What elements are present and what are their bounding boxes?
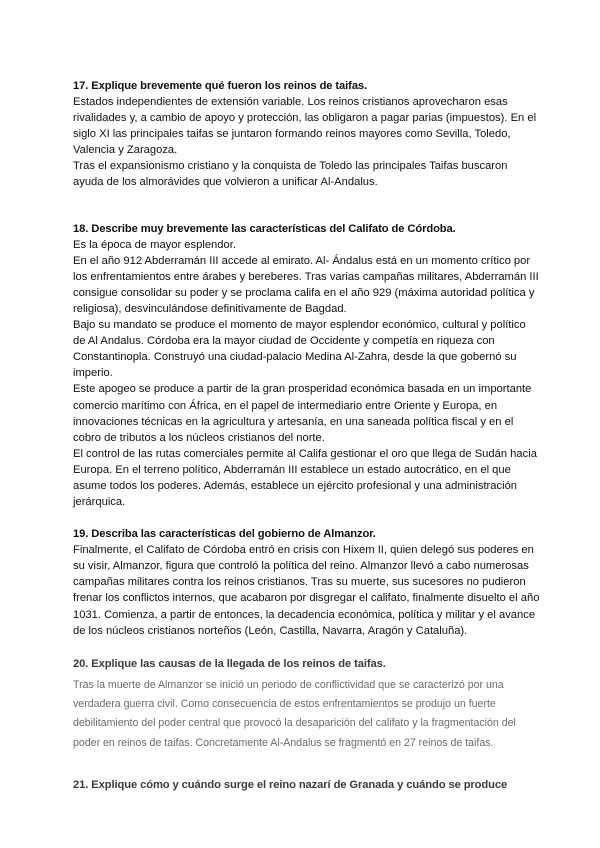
question-18-paragraph-4: Este apogeo se produce a partir de la gran prosperidad económica basada en un importante comercio marítimo con África, en el papel de intermediario entre Oriente y Europa, en innovaciones técnicas en la agricultura y artesanía, en una saneada política fiscal y en el cobro de tributos a los núcleos cristianos del norte.	[73, 383, 532, 444]
question-20	[73, 656, 540, 753]
question-18-title: 18. Describe muy brevemente las características del Califato de Córdoba.	[73, 222, 456, 235]
question-21	[73, 777, 540, 793]
question-18-paragraph-2: En el año 912 Abderramán III accede al emirato. Al- Ándalus está en un momento crítico por los enfrentamientos entre árabes y bereberes. Tras varias campañas militares, Abderramán III consigue consolidar su poder y se proclama califa en el año 929 (máxima autoridad política y religiosa), desvinculándose definitivamente de Bagdad.	[73, 254, 539, 315]
question-18-paragraph-5: El control de las rutas comerciales permite al Califa gestionar el oro que llega de Sudán hacia Europa. En el terreno político, Abderramán III establece un estado autocrático, en el que asume todos los poderes. Además, establece un ejército profesional y una administración jerárquica.	[73, 447, 537, 509]
question-19	[73, 526, 540, 639]
question-18-paragraph-1: Es la época de mayor esplendor.	[73, 238, 236, 251]
question-17-title: 17. Explique brevemente qué fueron los reinos de taifas.	[73, 80, 368, 92]
question-21-title: 21. Explique cómo y cuándo surge el reino nazarí de Granada y cuándo se produce	[73, 778, 508, 791]
question-19-paragraph-1: Finalmente, el Califato de Córdoba entró en crisis con Hixem II, quien delegó sus poderes en su visir, Almanzor, figura que controló la política del reino. Almanzor llevó a cabo numerosas campañas militares contra los reinos cristianos. Tras su muerte, sus sucesores no pudieron frenar los conflictos internos, que acabaron por disgregar el califato, finalmente disuelto el año 1031. Comienza, a partir de entonces, la decadencia económica, política y militar y el avance de los núcleos cristianos norteños (León, Castilla, Navarra, Aragón y Cataluña).	[73, 544, 540, 637]
question-17-paragraph-1: Estados independientes de extensión variable. Los reinos cristianos aprovecharon esas rivalidades y, a cambio de apoyo y protección, las obligaron a pagar parias (impuestos). En el siglo XI las principales taifas se juntaron formando reinos mayores como Sevilla, Toledo, Valencia y Zaragoza.	[73, 96, 537, 157]
question-17-paragraph-2: Tras el expansionismo cristiano y la conquista de Toledo las principales Taifas buscaron ayuda de los almorávides que volvieron a unificar Al-Andalus.	[73, 160, 508, 189]
question-19-title: 19. Describa las características del gobierno de Almanzor.	[73, 528, 376, 541]
question-20-title: 20. Explique las causas de la llegada de los reinos de taifas.	[73, 657, 386, 670]
question-18	[73, 221, 540, 511]
question-20-paragraph-1: Tras la muerte de Almanzor se inició un periodo de conflictividad que se caracterizó por una verdadera guerra civil. Como consecuencia de estos enfrentamientos se produjo un fuerte debilitamiento del poder central que provocó la desaparición del califato y la fragmentación del poder en reinos de taifas. Concretamente Al-Andalus se fragmentó en 27 reinos de taifas.	[73, 678, 516, 749]
question-17	[73, 78, 540, 191]
question-18-paragraph-3: Bajo su mandato se produce el momento de mayor esplendor económico, cultural y político de Al Andalus. Córdoba era la mayor ciudad de Occidente y competía en riqueza con Constantinopla. Construyó una ciudad-palacio Medina Al-Zahra, desde la que gobernó su imperio.	[73, 319, 526, 380]
